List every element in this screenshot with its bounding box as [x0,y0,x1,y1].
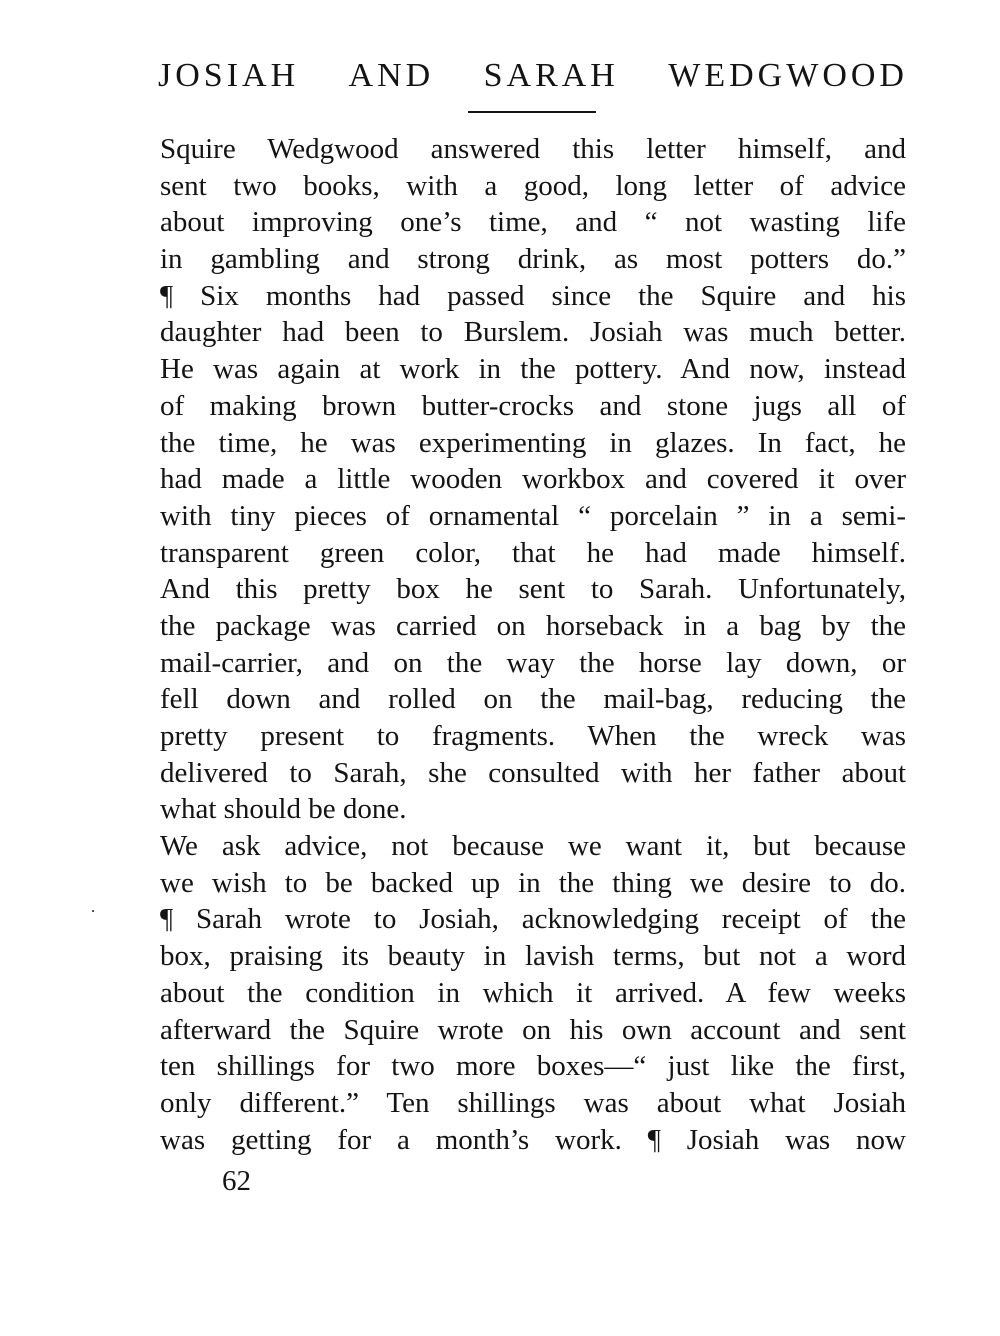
text-line: afterward the Squire wrote on his own account and sent [160,1013,906,1046]
text-line: with tiny pieces of ornamental “ porcelain ” in a semi- [160,499,906,532]
print-speck [92,910,94,912]
text-line: only different.” Ten shillings was about what Josiah [160,1086,906,1119]
text-line: ¶ Six months had passed since the Squire and his [160,279,906,312]
text-line: the time, he was experimenting in glazes. In fact, he [160,426,906,459]
running-head-word: SARAH [483,57,619,94]
text-line: He was again at work in the pottery. And now, instead [160,353,906,386]
text-line: delivered to Sarah, she consulted with her father about [160,756,906,789]
text-line: We ask advice, not because we want it, but because [160,830,906,863]
text-line: And this pretty box he sent to Sarah. Unfortunately, [160,573,906,606]
text-line: Squire Wedgwood answered this letter himself, and [160,133,906,165]
text-line: sent two books, with a good, long letter of advice [160,169,906,202]
running-head-word: WEDGWOOD [668,57,908,94]
text-line: of making brown butter-crocks and stone jugs all of [160,389,906,422]
text-line: box, praising its beauty in lavish terms, but not a word [160,940,906,973]
text-line: was getting for a month’s work. ¶ Josiah was now [160,1123,906,1156]
text-line: had made a little wooden workbox and covered it over [160,463,906,496]
text-line: pretty present to fragments. When the wreck was [160,720,906,752]
text-line: the package was carried on horseback in a bag by the [160,609,906,642]
running-head [158,54,908,98]
text-line: mail-carrier, and on the way the horse lay down, or [160,646,906,679]
running-head-word: AND [348,57,435,94]
body-text [160,131,906,1158]
running-head-word: JOSIAH [158,57,300,94]
text-line: daughter had been to Burslem. Josiah was much better. [160,316,906,349]
text-line: what should be done. [160,793,407,826]
text-line: ten shillings for two more boxes—“ just like the first, [160,1050,906,1083]
page-number: 62 [222,1165,251,1197]
text-line: ¶ Sarah wrote to Josiah, acknowledging receipt of the [160,903,906,936]
text-line: about the condition in which it arrived. A few weeks [160,976,906,1009]
text-line: transparent green color, that he had made himself. [160,536,906,569]
header-rule [468,111,596,113]
text-line: in gambling and strong drink, as most potters do.” [160,243,906,276]
text-line: we wish to be backed up in the thing we desire to do. [160,866,906,899]
text-line: about improving one’s time, and “ not wasting life [160,206,906,239]
text-line: fell down and rolled on the mail-bag, reducing the [160,683,906,716]
